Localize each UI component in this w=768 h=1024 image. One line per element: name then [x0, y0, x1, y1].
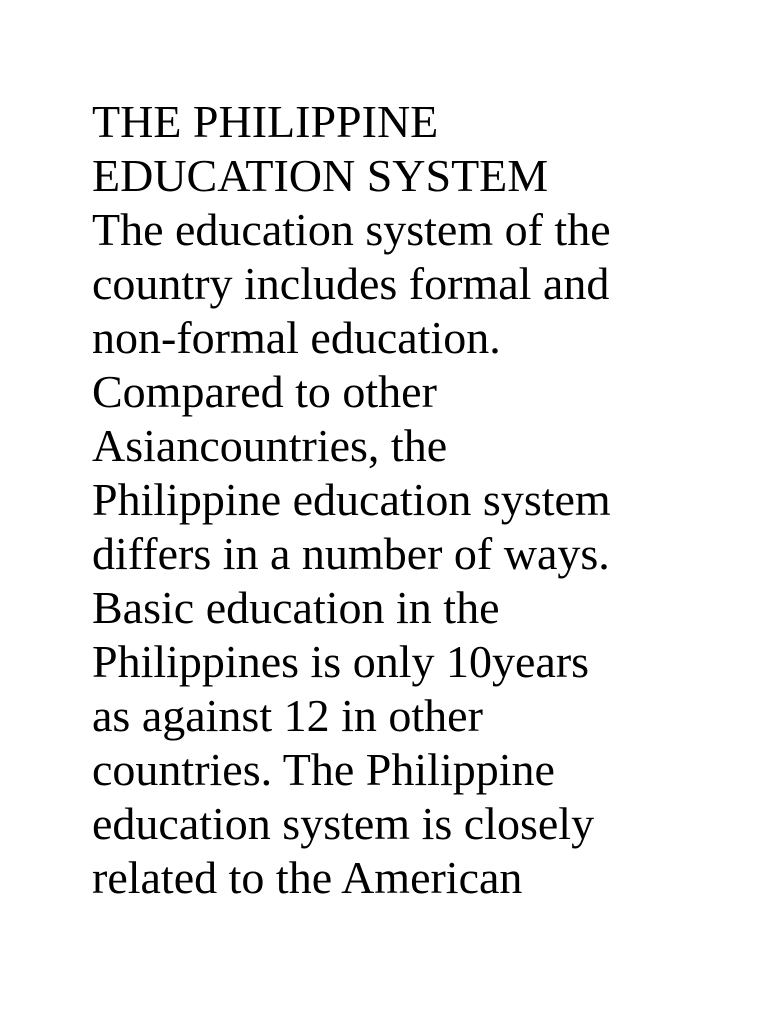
title-line: EDUCATION SYSTEM	[92, 150, 549, 201]
body-line: education system is closely	[92, 798, 595, 849]
document-text	[92, 95, 732, 905]
body-line: Philippines is only 10years	[92, 636, 590, 687]
body-line: countries. The Philippine	[92, 744, 555, 795]
body-line: differs in a number of ways.	[92, 528, 610, 579]
body-line: Asiancountries, the	[92, 420, 448, 471]
body-line: as against 12 in other	[92, 690, 483, 741]
body-line: The education system of the	[92, 204, 611, 255]
body-line: non-formal education.	[92, 312, 501, 363]
title-line: THE PHILIPPINE	[92, 96, 439, 147]
body-line: related to the American	[92, 852, 523, 903]
body-line: country includes formal and	[92, 258, 610, 309]
body-line: Compared to other	[92, 366, 437, 417]
body-line: Basic education in the	[92, 582, 500, 633]
body-line: Philippine education system	[92, 474, 611, 525]
